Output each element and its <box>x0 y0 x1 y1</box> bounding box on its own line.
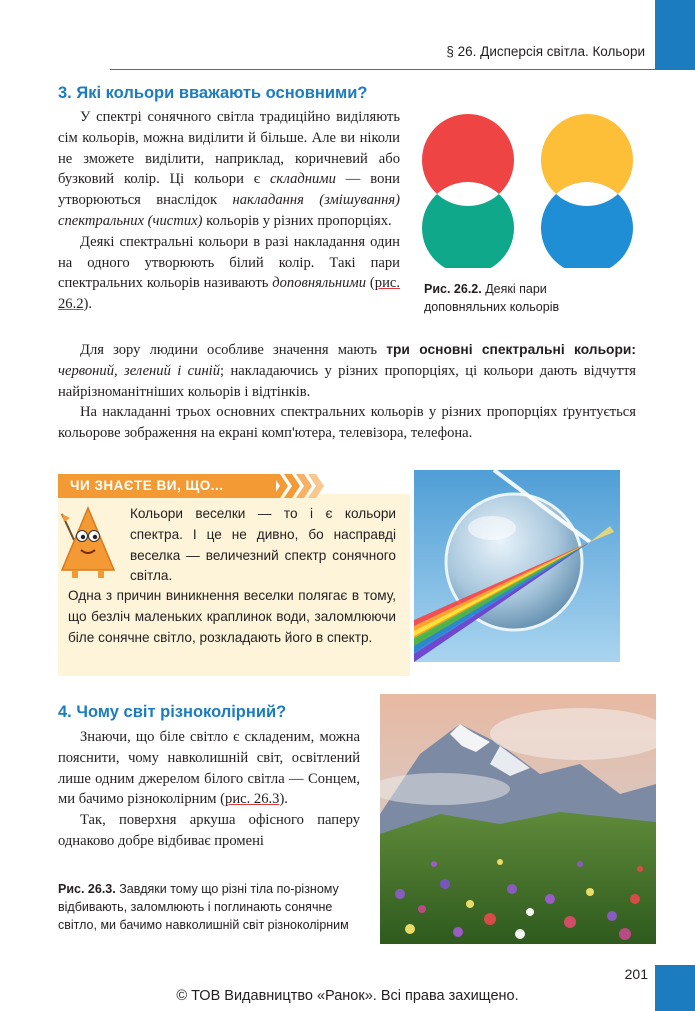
paragraph-complementary-colors: Деякі спектральні кольори в разі накладання один на одного утворюють білий колір. Такі пари спектральних кольорів називають доповняльними (рис. 26.2). <box>58 233 400 313</box>
section-3-title: 3. Які кольори вважають основними? <box>58 84 368 102</box>
paragraph-primary-colors: Для зору людини особливе значення мають три основні спектральні кольори: червоний, зелений і синій; накладаючись у різних пропорціях, ці кольори дають відчуття найрізноманітніших кольорів і відтінків. <box>58 342 636 400</box>
figure-26-2-caption: Рис. 26.2. Деякі пари доповняльних кольорів <box>424 282 560 314</box>
figure-26-2-link[interactable]: рис. 26.2 <box>58 275 400 313</box>
did-you-know-title: ЧИ ЗНАЄТЕ ВИ, ЩО... <box>70 478 224 493</box>
section-4-text <box>58 727 360 852</box>
water-drop-spectrum-image <box>414 470 620 662</box>
paragraph-composite-colors: У спектрі сонячного світла традиційно виділяють сім кольорів, можна виділити й більше. Але ви ніколи не зможете виділити, наприклад, коричневий або бузковий колір. Ці кольори є складними — вони утворюються внаслідок накладання (змішування) спектральних (чистих) кольорів у різних пропорціях. <box>58 109 400 229</box>
section-4-title: 4. Чому світ різноколірний? <box>58 703 287 721</box>
figure-26-2-color-pairs <box>420 108 640 268</box>
header-divider <box>110 69 655 70</box>
page-number: 201 <box>624 966 648 982</box>
paragraph-screen-colors: На накладанні трьох основних спектральних кольорів у різних пропорціях ґрунтується кольорове зображення на екрані комп'ютера, телевізора, телефона. <box>58 404 636 442</box>
paragraph-white-light-composite: Знаючи, що біле світло є складеним, можна пояснити, чому навколишній світ, освітлений лише одним джерелом білого світла — Сонцем, ми бачимо різноколірним (рис. 26.3). <box>58 729 360 808</box>
section-3-text-column <box>58 107 400 315</box>
paragraph-office-paper: Так, поверхня аркуша офісного паперу однаково добре відбиває промені <box>58 812 360 849</box>
mountain-meadow-photo <box>380 694 656 944</box>
chevron-arrows-icon <box>272 474 324 498</box>
figure-26-3-caption: Рис. 26.3. Завдяки тому що різні тіла по-різному відбивають, заломлюють і поглинають сонячне світло, ми бачимо навколишній світ різноколірним <box>58 882 349 932</box>
figure-26-3-link[interactable]: рис. 26.3 <box>225 791 280 808</box>
section-header: § 26. Дисперсія світла. Кольори <box>446 44 645 59</box>
did-you-know-text-1: Кольори веселки — то і є кольори спектра. І це не дивно, бо насправді веселка — величезний спектр сонячного світла. <box>130 506 396 584</box>
triangle-mascot-icon <box>56 500 120 582</box>
section-3-text-full <box>58 340 636 444</box>
header-tab-marker <box>655 0 695 70</box>
copyright-notice: © ТОВ Видавництво «Ранок». Всі права захищено. <box>176 988 519 1004</box>
did-you-know-text-2: Одна з причин виникнення веселки полягає в тому, що безліч маленьких краплинок води, заломлюючи біле сонячне світло, розкладають його в спектр. <box>68 588 396 645</box>
